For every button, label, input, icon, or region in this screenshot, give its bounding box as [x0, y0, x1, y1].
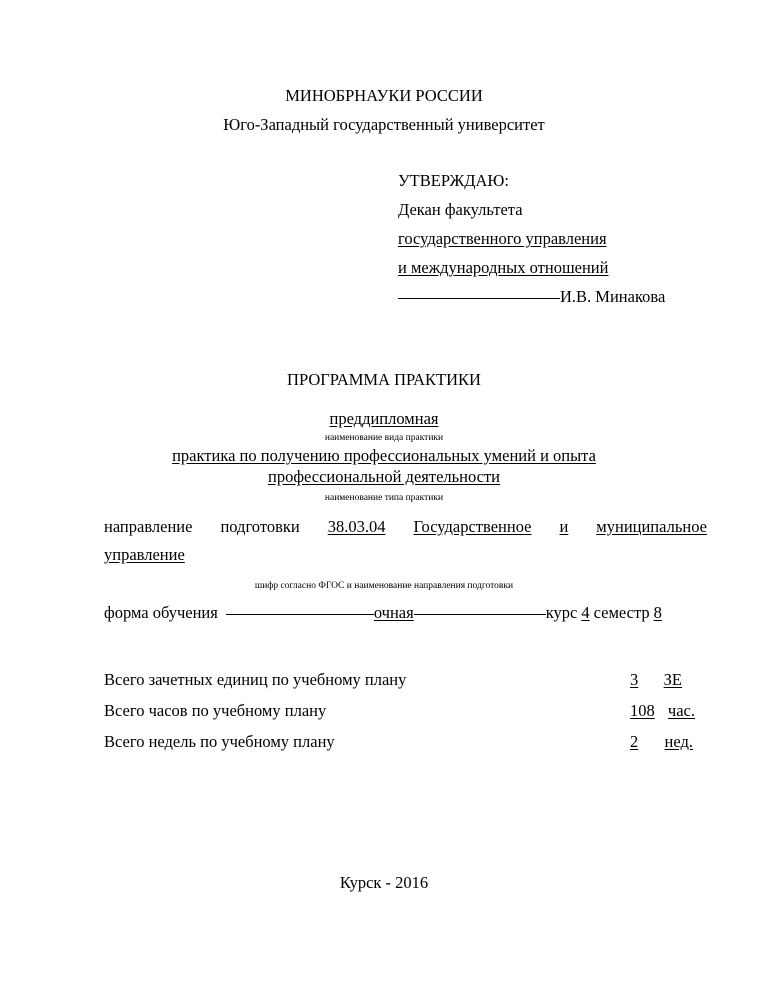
faculty-line-2: и международных отношений — [398, 258, 609, 277]
hours-number: 108 — [630, 701, 655, 720]
weeks-number: 2 — [630, 732, 639, 751]
direction-code: 38.03.04 — [327, 517, 386, 536]
form-blank-right — [414, 613, 546, 615]
course-value: 4 — [581, 603, 590, 622]
practice-type-line-2: профессиональной деятельности — [267, 467, 501, 486]
direction-line — [104, 517, 707, 537]
study-form-label: форма обучения — [104, 603, 218, 622]
direction-word: направление — [104, 517, 193, 536]
study-form-line — [104, 603, 662, 623]
totals-label-hours: Всего часов по учебному плану — [104, 701, 327, 720]
direction-caption: шифр согласно ФГОС и наименование направления подготовки — [254, 581, 514, 591]
signature-name: И.В. Минакова — [560, 287, 666, 306]
course-label: курс — [545, 603, 578, 622]
practice-type-line-1: практика по получению профессиональных умений и опыта — [172, 446, 596, 465]
totals-label-weeks: Всего недель по учебному плану — [104, 732, 335, 751]
faculty-line-1: государственного управления — [398, 229, 607, 248]
practice-kind-caption: наименование вида практики — [324, 433, 444, 443]
signature-blank — [398, 297, 560, 299]
direction-word: и — [559, 517, 569, 536]
study-form-value: очная — [373, 603, 414, 622]
semester-label: семестр — [593, 603, 650, 622]
totals-value-weeks — [630, 732, 693, 752]
form-blank-left — [226, 613, 374, 615]
totals-value-hours — [630, 701, 695, 721]
approval-heading: УТВЕРЖДАЮ: — [398, 171, 509, 190]
hours-unit: час. — [667, 701, 695, 720]
credits-number: 3 — [630, 670, 639, 689]
city-year: Курск - 2016 — [339, 873, 429, 892]
direction-word: подготовки — [220, 517, 300, 536]
direction-continuation: управление — [104, 545, 185, 564]
ministry-heading: МИНОБРНАУКИ РОССИИ — [285, 86, 483, 105]
practice-type-caption: наименование типа практики — [324, 493, 444, 503]
weeks-unit: нед. — [664, 732, 693, 751]
semester-value: 8 — [653, 603, 662, 622]
direction-word: Государственное — [413, 517, 532, 536]
totals-label-credits: Всего зачетных единиц по учебному плану — [104, 670, 407, 689]
signature-line — [398, 287, 665, 307]
practice-kind: преддипломная — [329, 409, 439, 428]
direction-word: муниципальное — [596, 517, 707, 536]
program-title: ПРОГРАММА ПРАКТИКИ — [287, 370, 481, 389]
totals-value-credits — [630, 670, 682, 690]
university-name: Юго-Западный государственный университет — [223, 115, 545, 134]
dean-title: Декан факультета — [398, 200, 523, 219]
credits-unit: ЗЕ — [663, 670, 682, 689]
